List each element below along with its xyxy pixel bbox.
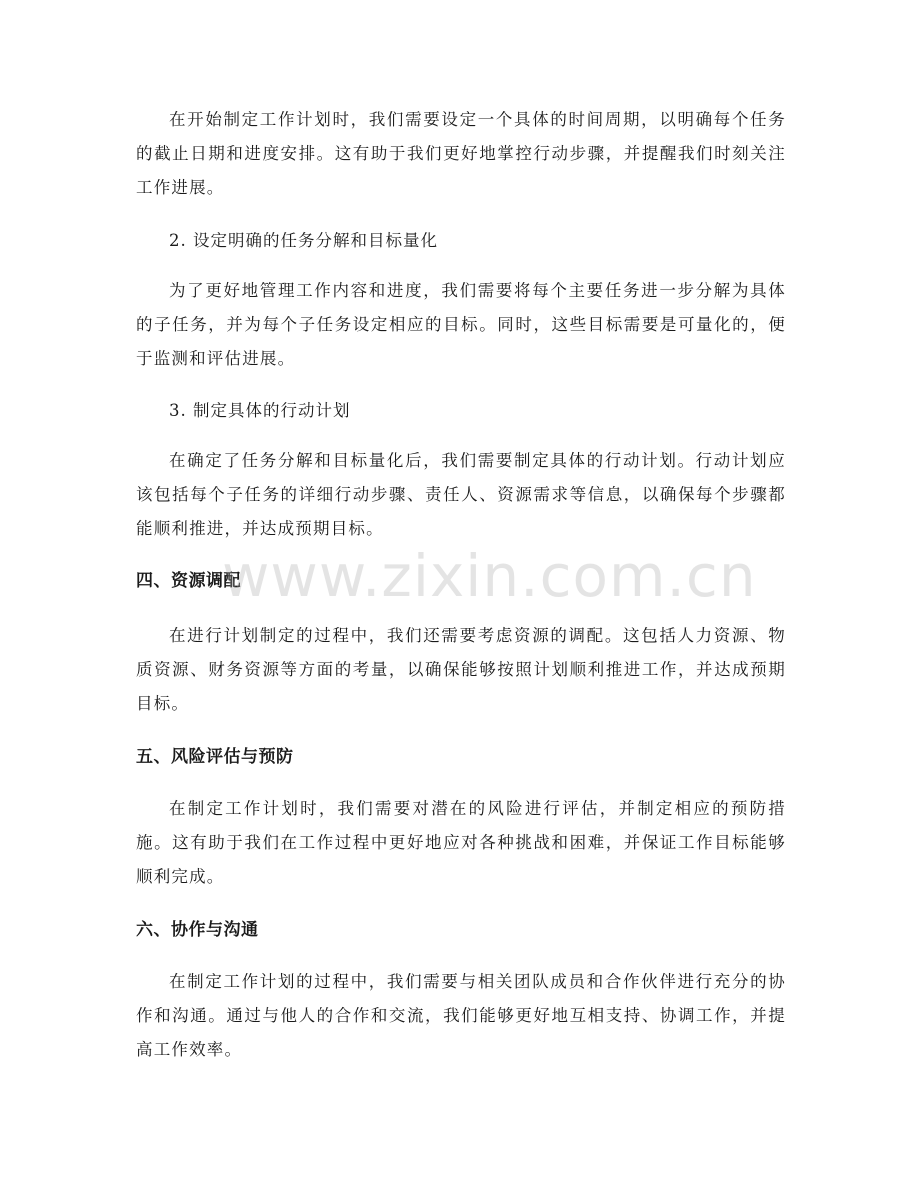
heading-collaboration: 六、协作与沟通 xyxy=(136,920,259,940)
paragraph-action-plan: 在确定了任务分解和目标量化后，我们需要制定具体的行动计划。行动计划应该包括每个子任务的详细行动步骤、责任人、资源需求等信息，以确保每个步骤都能顺利推进，并达成预期目标。 xyxy=(136,451,786,538)
paragraph-collaboration: 在制定工作计划的过程中，我们需要与相关团队成员和合作伙伴进行充分的协作和沟通。通过与他人的合作和交流，我们能够更好地互相支持、协调工作，并提高工作效率。 xyxy=(136,972,786,1059)
watermark: www.zixin.com.cn xyxy=(222,542,757,610)
paragraph-resource-allocation: 在进行计划制定的过程中，我们还需要考虑资源的调配。这包括人力资源、物质资源、财务资源等方面的考量，以确保能够按照计划顺利推进工作，并达成预期目标。 xyxy=(136,626,786,713)
heading-risk-assessment: 五、风险评估与预防 xyxy=(136,747,294,767)
paragraph-risk-assessment: 在制定工作计划时，我们需要对潜在的风险进行评估，并制定相应的预防措施。这有助于我们在工作过程中更好地应对各种挑战和困难，并保证工作目标能够顺利完成。 xyxy=(136,799,786,886)
subheading-task-breakdown: 2. 设定明确的任务分解和目标量化 xyxy=(169,231,438,250)
subheading-action-plan: 3. 制定具体的行动计划 xyxy=(169,401,351,420)
paragraph-task-breakdown: 为了更好地管理工作内容和进度，我们需要将每个主要任务进一步分解为具体的子任务，并为每个子任务设定相应的目标。同时，这些目标需要是可量化的，便于监测和评估进展。 xyxy=(136,281,786,368)
paragraph-time-period: 在开始制定工作计划时，我们需要设定一个具体的时间周期，以明确每个任务的截止日期和进度安排。这有助于我们更好地掌控行动步骤，并提醒我们时刻关注工作进展。 xyxy=(136,110,786,197)
heading-resource-allocation: 四、资源调配 xyxy=(136,571,241,591)
